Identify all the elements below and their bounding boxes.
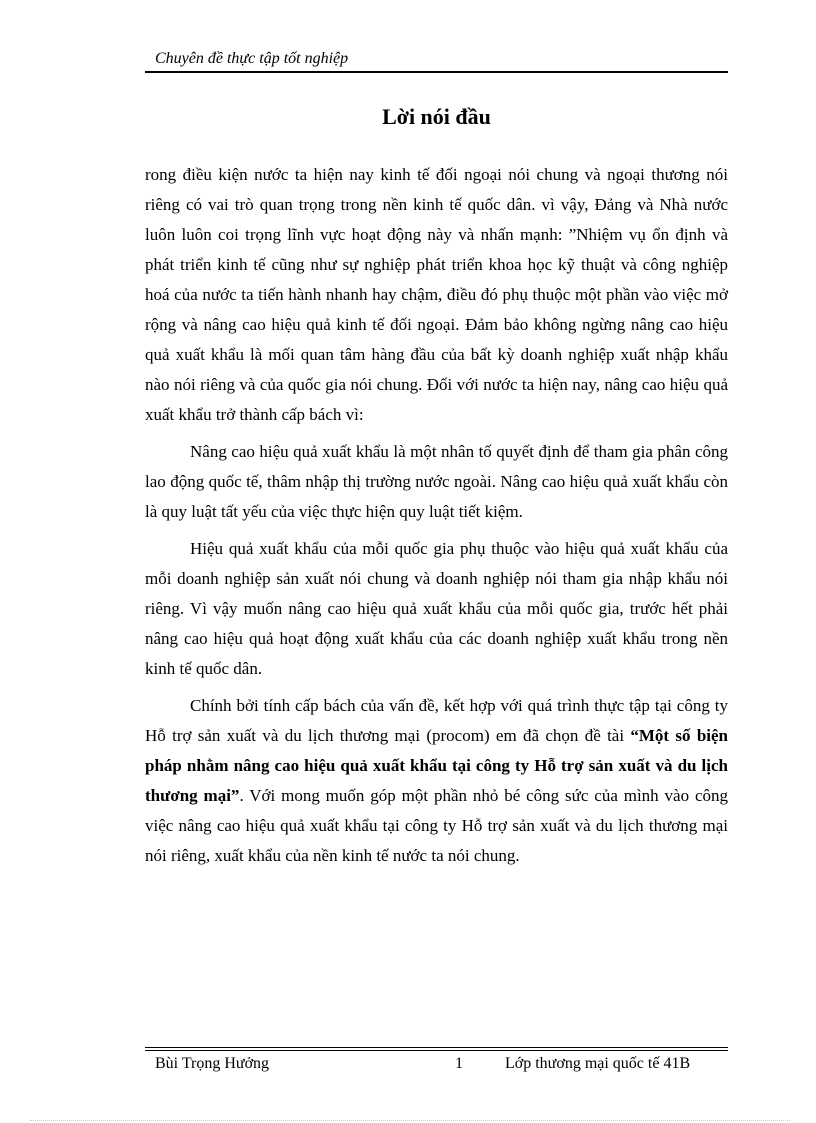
footer-author: Bùi Trọng Hưởng	[155, 1055, 270, 1072]
footer-class-name: Lớp thương mại quốc tế 41B	[505, 1055, 691, 1072]
paragraph-4-text-end: . Với mong muốn góp một phần nhỏ bé công sức của mình vào công việc nâng cao hiệu quả xuất khẩu tại công ty Hỗ trợ sản xuất và du lịch thương mại nói riêng, xuất khẩu của nền kinh tế nước ta nói chung.	[145, 786, 728, 865]
running-header: Chuyên đề thực tập tốt nghiệp	[155, 50, 349, 67]
page-number: 1	[455, 1055, 463, 1072]
thesis-topic-title: “Một số biện pháp nhằm nâng cao hiệu quả xuất khẩu tại công ty Hỗ trợ sản xuất và du lịch thương mại”	[145, 726, 728, 805]
footer-rule-bottom	[145, 1050, 728, 1051]
paragraph-3: Hiệu quả xuất khẩu của mỗi quốc gia phụ thuộc vào hiệu quả xuất khẩu của mỗi doanh nghiệp sản xuất nói chung và doanh nghiệp nói tham gia nhập khẩu nói riêng. Vì vậy muốn nâng cao hiệu quả xuất khẩu của mỗi quốc gia, trước hết phải nâng cao hiệu quả hoạt động xuất khẩu của các doanh nghiệp xuất khẩu trong nền kinh tế quốc dân.	[145, 539, 728, 678]
paragraph-2: Nâng cao hiệu quả xuất khẩu là một nhân tố quyết định để tham gia phân công lao động quốc tế, thâm nhập thị trường nước ngoài. Nâng cao hiệu quả xuất khẩu còn là quy luật tất yếu của việc thực hiện quy luật tiết kiệm.	[145, 442, 728, 521]
footer-rule-top	[145, 1047, 728, 1048]
paragraph-1: rong điều kiện nước ta hiện nay kinh tế đối ngoại nói chung và ngoại thương nói riêng có vai trò quan trọng trong nền kinh tế quốc dân. vì vậy, Đảng và Nhà nước luôn luôn coi trọng lĩnh vực hoạt động này và nhấn mạnh: ”Nhiệm vụ ổn định và phát triển kinh tế cũng như sự nghiệp phát triển khoa học kỹ thuật và công nghiệp hoá của nước ta tiến hành nhanh hay chậm, điều đó phụ thuộc một phần vào việc mở rộng và nâng cao hiệu quả kinh tế đối ngoại. Đảm bảo không ngừng nâng cao hiệu quả xuất khẩu là mối quan tâm hàng đầu của bất kỳ doanh nghiệp xuất nhập khẩu nào nói riêng và của quốc gia nói chung. Đối với nước ta hiện nay, nâng cao hiệu quả xuất khẩu trở thành cấp bách vì:	[145, 165, 728, 424]
header-rule	[145, 71, 728, 73]
page-title: Lời nói đầu	[382, 104, 491, 129]
document-body	[145, 160, 728, 878]
paragraph-4-text-start: Chính bởi tính cấp bách của vấn đề, kết hợp với quá trình thực tập tại công ty Hỗ trợ sản xuất và du lịch thương mại (procom) em đã chọn đề tài	[145, 696, 728, 745]
page-edge-dotted-line	[30, 1120, 790, 1121]
paragraph-4	[145, 691, 728, 871]
